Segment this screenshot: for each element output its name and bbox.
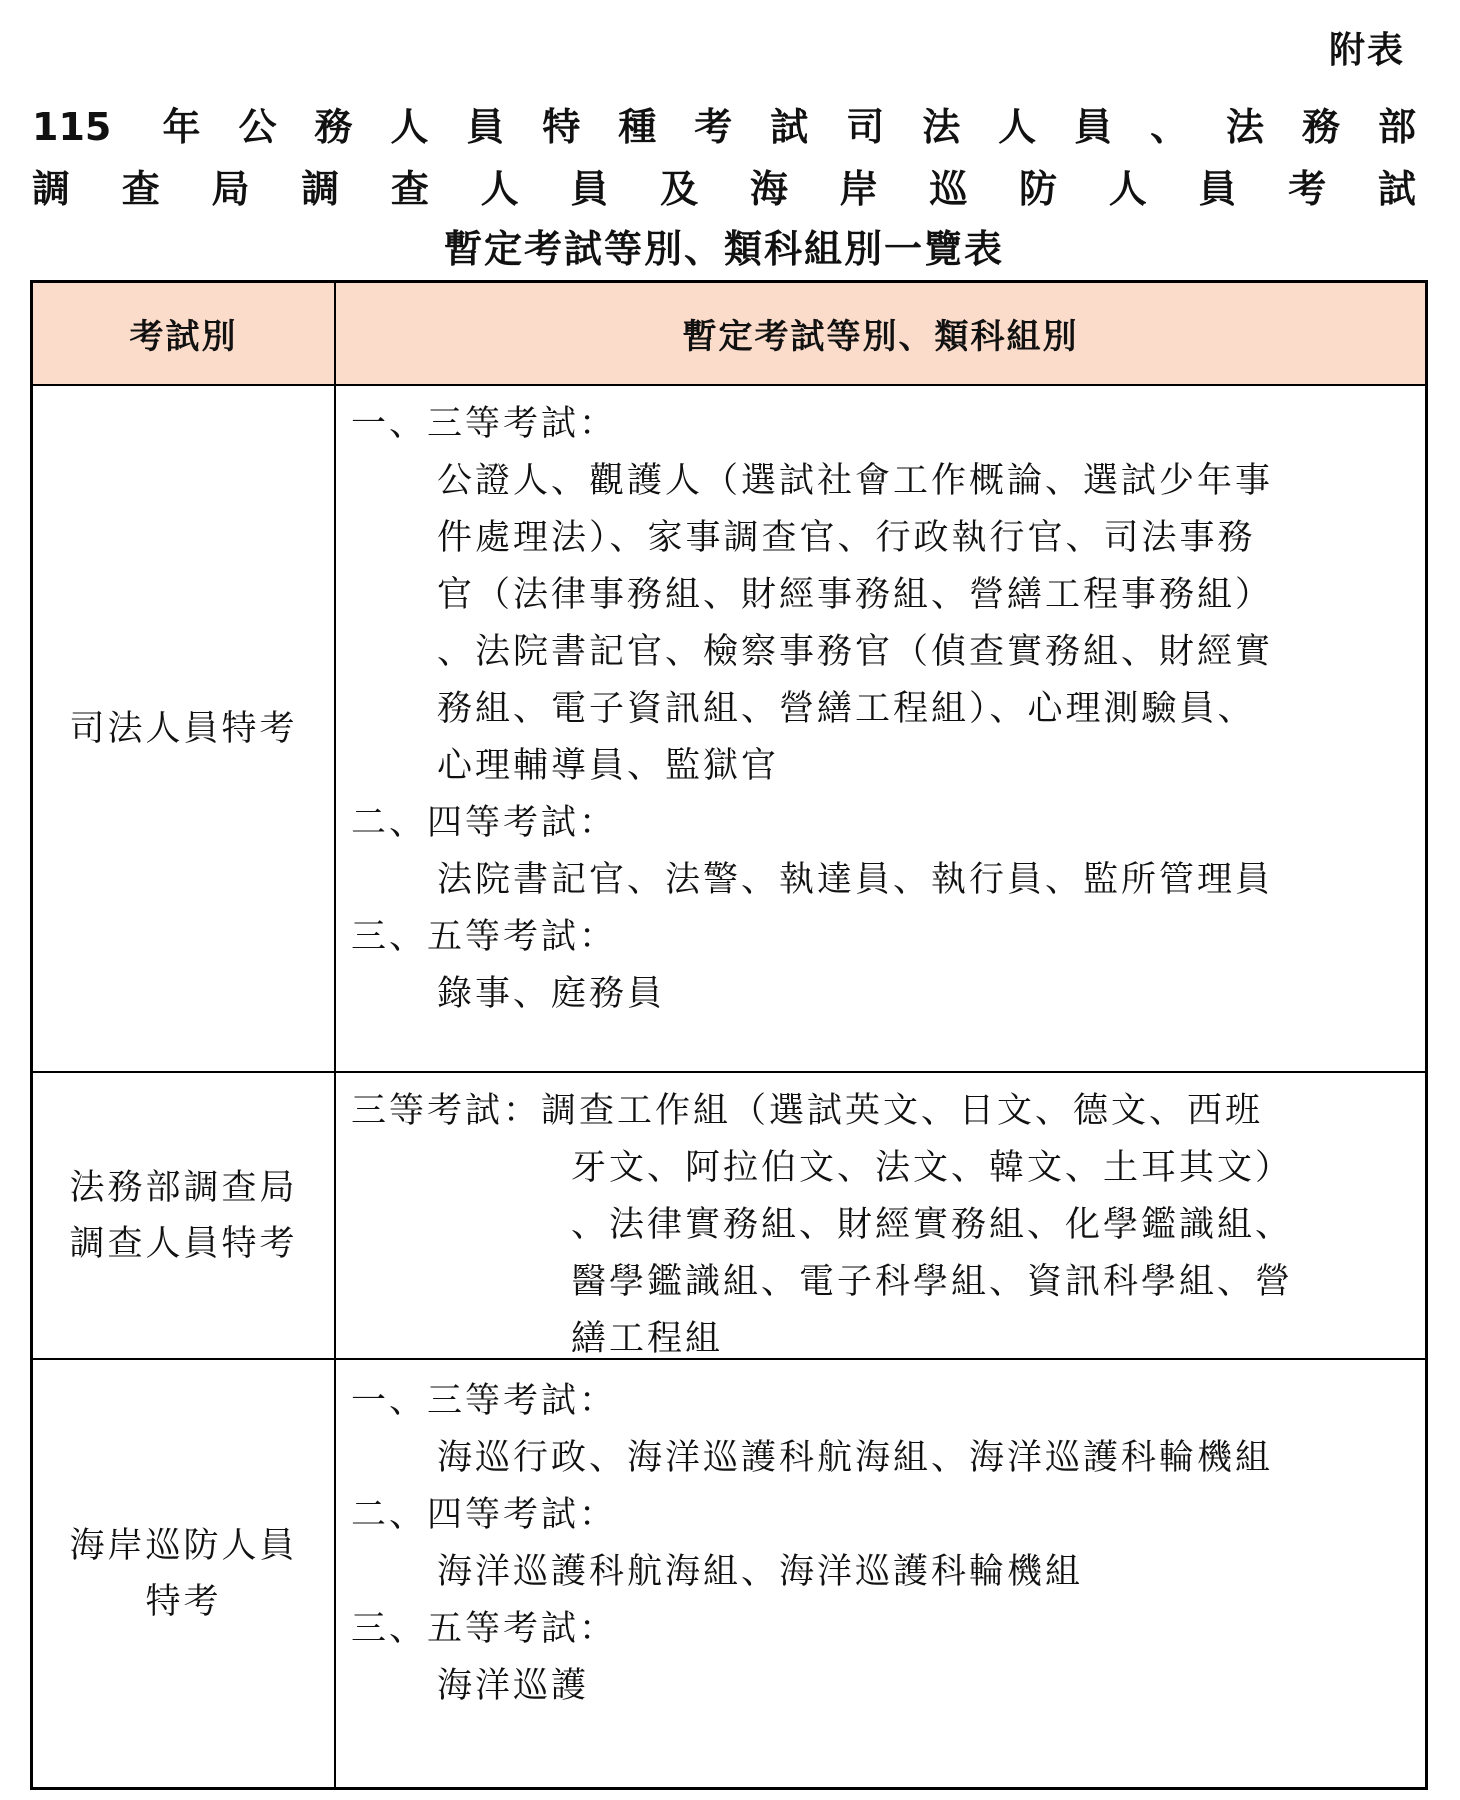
category-line: 官（法律事務組、財經事務組、營繕工程事務組） [437, 575, 1274, 615]
category-line: 法院書記官、法警、執達員、執行員、監所管理員 [437, 860, 1274, 900]
table-row-exam-type [33, 1073, 334, 1358]
category-line: 錄事、庭務員 [437, 974, 666, 1014]
table-row-categories [351, 1373, 1411, 1715]
table-row-exam-type [33, 1360, 334, 1787]
category-line: 繕工程組 [571, 1319, 724, 1359]
header-categories: 暫定考試等別、類科組別 [682, 317, 1079, 357]
annex-label: 附表 [1328, 30, 1405, 71]
title-line-3: 暫定考試等別、類科組別一覽表 [443, 227, 1004, 271]
header-exam-type: 考試別 [129, 317, 238, 357]
exam-type-label: 司法人員特考 [69, 708, 298, 749]
exam-table [30, 280, 1428, 1790]
title-line-1: 115 年公務人員特種考試司法人員、法務部 [32, 105, 1416, 149]
category-line: 件處理法）、家事調查官、行政執行官、司法事務 [437, 518, 1256, 558]
exam-type-label: 調查人員特考 [69, 1223, 298, 1264]
table-row-exam-type [33, 386, 334, 1071]
category-line: 海巡行政、海洋巡護科航海組、海洋巡護科輪機組 [437, 1438, 1274, 1478]
category-line: 、法院書記官、檢察事務官（偵查實務組、財經實 [437, 632, 1274, 672]
category-line: 三、五等考試： [351, 1609, 618, 1649]
exam-type-label: 特考 [145, 1581, 222, 1622]
category-line: 一、三等考試： [351, 1381, 618, 1421]
exam-type-label: 海岸巡防人員 [69, 1525, 298, 1566]
category-line: 醫學鑑識組、電子科學組、資訊科學組、營 [571, 1262, 1294, 1302]
category-line: 務組、電子資訊組、營繕工程組）、心理測驗員、 [437, 689, 1256, 729]
category-line: 海洋巡護科航海組、海洋巡護科輪機組 [437, 1552, 1084, 1592]
table-header [33, 283, 1425, 386]
category-line: 一、三等考試： [351, 404, 618, 444]
category-line: 二、四等考試： [351, 1495, 618, 1535]
category-line: 公證人、觀護人（選試社會工作概論、選試少年事 [437, 461, 1274, 501]
category-line: 心理輔導員、監獄官 [437, 746, 780, 786]
title-line-2: 調查局調查人員及海岸巡防人員考試 [32, 167, 1416, 211]
category-line: 、法律實務組、財經實務組、化學鑑識組、 [571, 1205, 1294, 1245]
table-row-categories [351, 396, 1411, 1023]
table-row-categories [351, 1083, 1411, 1368]
category-line: 牙文、阿拉伯文、法文、韓文、土耳其文） [571, 1148, 1294, 1188]
exam-type-label: 法務部調查局 [69, 1167, 298, 1208]
category-line: 二、四等考試： [351, 803, 618, 843]
column-divider [334, 283, 336, 1787]
category-line: 海洋巡護 [437, 1666, 590, 1706]
category-line: 三等考試：調查工作組（選試英文、日文、德文、西班 [351, 1091, 1264, 1131]
category-line: 三、五等考試： [351, 917, 618, 957]
